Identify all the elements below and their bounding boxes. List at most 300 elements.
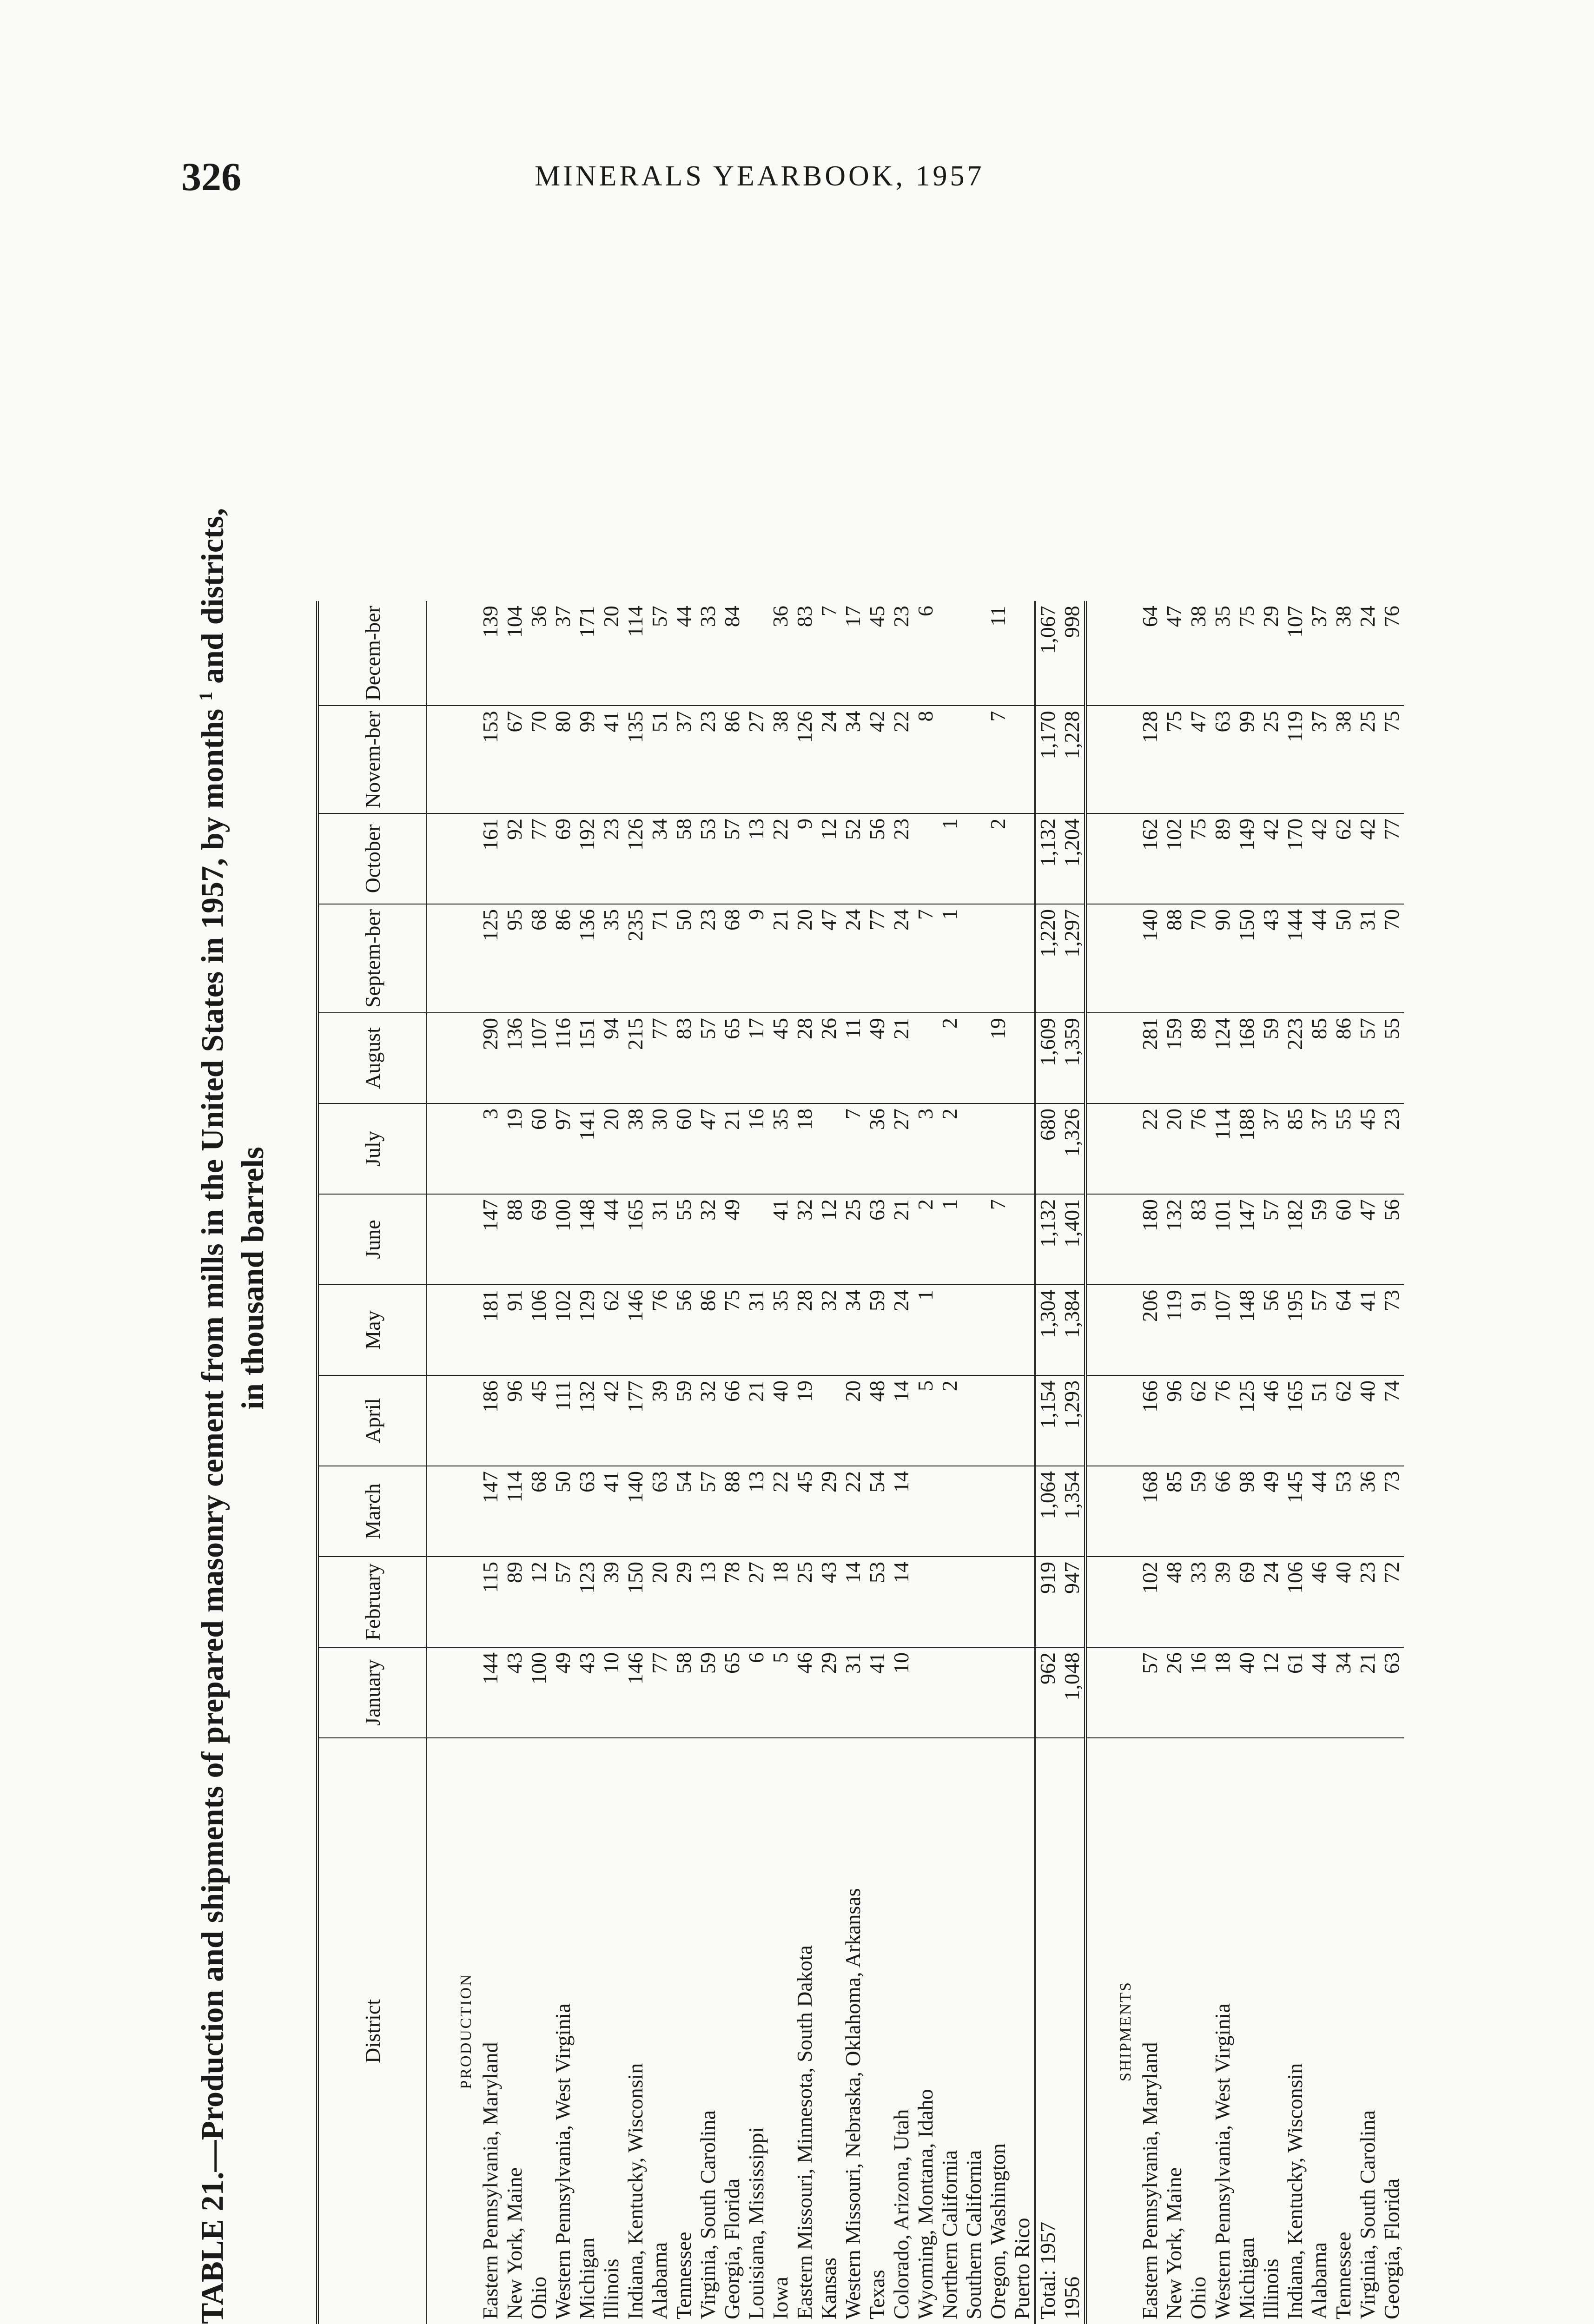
value-cell: 73 — [1380, 1466, 1404, 1557]
value-cell: 32 — [696, 1194, 720, 1285]
value-cell: 29 — [1259, 601, 1283, 706]
value-cell: 57 — [1356, 1013, 1380, 1103]
district-cell: Tennessee — [1331, 2232, 1355, 2319]
value-cell: 3 — [913, 1103, 938, 1194]
value-cell: 97 — [551, 1103, 575, 1194]
value-cell: 76 — [1380, 601, 1404, 706]
value-cell: 75 — [1380, 706, 1404, 813]
value-cell: 45 — [865, 601, 889, 706]
value-cell: 26 — [817, 1013, 841, 1103]
value-cell: 49 — [720, 1194, 744, 1285]
value-cell: 147 — [1235, 1194, 1259, 1285]
table-row — [648, 601, 672, 2324]
district-cell: Virginia, South Carolina — [1356, 2110, 1379, 2319]
value-cell: 12 — [1259, 1647, 1283, 1738]
column-header: January — [317, 1647, 427, 1738]
district-cell: Louisiana, Mississippi — [744, 2126, 768, 2319]
value-cell: 47 — [1186, 706, 1210, 813]
value-cell: 69 — [551, 813, 575, 904]
value-cell: 45 — [1356, 1103, 1380, 1194]
value-cell: 41 — [599, 1466, 623, 1557]
value-cell: 159 — [1162, 1013, 1186, 1103]
value-cell: 49 — [865, 1013, 889, 1103]
value-cell: 7 — [913, 904, 938, 1013]
value-cell: 31 — [1356, 904, 1380, 1013]
value-cell: 23 — [696, 904, 720, 1013]
column-header: June — [317, 1194, 427, 1285]
table-row — [478, 601, 503, 2324]
table-row — [1380, 601, 1404, 2324]
value-cell: 66 — [720, 1375, 744, 1466]
value-cell: 123 — [575, 1557, 599, 1647]
value-cell: 27 — [744, 706, 768, 813]
value-cell: 54 — [672, 1466, 696, 1557]
value-cell: 76 — [648, 1285, 672, 1375]
value-cell: 55 — [1380, 1013, 1404, 1103]
value-cell: 215 — [623, 1013, 648, 1103]
district-cell: Virginia, South Carolina — [696, 2110, 720, 2319]
table-row — [1331, 601, 1356, 2324]
district-cell: Total: 1957 — [1035, 1738, 1060, 2324]
table-row — [913, 601, 938, 2324]
value-cell: 129 — [575, 1285, 599, 1375]
value-cell: 56 — [672, 1285, 696, 1375]
value-cell: 62 — [1186, 1375, 1210, 1466]
value-cell: 18 — [793, 1103, 817, 1194]
table-row — [1010, 601, 1035, 2324]
value-cell: 25 — [793, 1557, 817, 1647]
empty-cell — [1085, 1103, 1138, 1194]
value-cell — [817, 1103, 841, 1194]
value-cell: 136 — [503, 1013, 527, 1103]
value-cell: 7 — [986, 1194, 1010, 1285]
table-row — [744, 601, 768, 2324]
empty-cell — [1085, 1375, 1138, 1466]
table-row — [938, 601, 962, 2324]
value-cell: 44 — [599, 1194, 623, 1285]
value-cell: 141 — [575, 1103, 599, 1194]
table-row — [1186, 601, 1210, 2324]
empty-cell — [427, 1285, 479, 1375]
value-cell — [962, 1466, 986, 1557]
value-cell — [1010, 1194, 1035, 1285]
value-cell: 45 — [527, 1375, 551, 1466]
value-cell: 100 — [527, 1647, 551, 1738]
value-cell: 34 — [841, 706, 865, 813]
value-cell: 37 — [672, 706, 696, 813]
empty-cell — [427, 601, 479, 706]
district-cell: Illinois — [599, 2258, 623, 2319]
value-cell: 2 — [986, 813, 1010, 904]
district-cell: Eastern Pennsylvania, Maryland — [478, 2042, 502, 2319]
value-cell — [938, 1647, 962, 1738]
value-cell: 40 — [768, 1375, 793, 1466]
value-cell: 1 — [938, 813, 962, 904]
value-cell: 36 — [1356, 1466, 1380, 1557]
value-cell: 68 — [527, 1466, 551, 1557]
value-cell: 25 — [1259, 706, 1283, 813]
value-cell — [962, 1375, 986, 1466]
value-cell: 1,304 — [1035, 1285, 1060, 1375]
empty-cell — [1085, 1013, 1138, 1103]
table-row — [768, 601, 793, 2324]
value-cell: 20 — [599, 1103, 623, 1194]
value-cell: 1,220 — [1035, 904, 1060, 1013]
empty-cell — [1085, 601, 1138, 706]
value-cell: 75 — [1162, 706, 1186, 813]
value-cell: 18 — [1210, 1647, 1235, 1738]
value-cell: 85 — [1162, 1466, 1186, 1557]
value-cell: 41 — [865, 1647, 889, 1738]
value-cell: 52 — [841, 813, 865, 904]
value-cell: 102 — [1162, 813, 1186, 904]
value-cell: 53 — [1331, 1466, 1356, 1557]
value-cell: 17 — [841, 601, 865, 706]
value-cell: 23 — [599, 813, 623, 904]
value-cell: 50 — [1331, 904, 1356, 1013]
value-cell: 1,132 — [1035, 1194, 1060, 1285]
value-cell — [1010, 1285, 1035, 1375]
value-cell: 61 — [1283, 1647, 1307, 1738]
value-cell: 23 — [889, 601, 913, 706]
value-cell: 119 — [1283, 706, 1307, 813]
district-cell: Iowa — [768, 2277, 792, 2319]
value-cell: 147 — [478, 1194, 503, 1285]
value-cell: 70 — [1186, 904, 1210, 1013]
empty-cell — [1085, 706, 1138, 813]
empty-cell — [427, 706, 479, 813]
value-cell — [986, 1466, 1010, 1557]
value-cell: 57 — [551, 1557, 575, 1647]
value-cell: 20 — [648, 1557, 672, 1647]
value-cell: 77 — [648, 1647, 672, 1738]
value-cell: 140 — [623, 1466, 648, 1557]
value-cell: 86 — [551, 904, 575, 1013]
column-header: Septem-ber — [317, 904, 427, 1013]
table-row — [1035, 601, 1060, 2324]
value-cell: 57 — [720, 813, 744, 904]
value-cell: 8 — [913, 706, 938, 813]
value-cell: 106 — [1283, 1557, 1307, 1647]
value-cell: 67 — [503, 706, 527, 813]
value-cell: 1,293 — [1060, 1375, 1085, 1466]
value-cell: 1,132 — [1035, 813, 1060, 904]
value-cell: 107 — [527, 1013, 551, 1103]
value-cell: 92 — [503, 813, 527, 904]
table-row — [889, 601, 913, 2324]
empty-cell — [1085, 813, 1138, 904]
value-cell: 12 — [817, 1194, 841, 1285]
empty-cell — [427, 1557, 479, 1647]
value-cell: 83 — [793, 601, 817, 706]
value-cell: 680 — [1035, 1103, 1060, 1194]
table-row — [865, 601, 889, 2324]
value-cell: 1,297 — [1060, 904, 1085, 1013]
column-header: May — [317, 1285, 427, 1375]
value-cell: 170 — [1283, 813, 1307, 904]
value-cell: 11 — [841, 1013, 865, 1103]
value-cell: 42 — [865, 706, 889, 813]
table-row — [817, 601, 841, 2324]
empty-cell — [1085, 1647, 1138, 1738]
table-row — [503, 601, 527, 2324]
value-cell: 60 — [1331, 1194, 1356, 1285]
district-cell: Tennessee — [672, 2232, 695, 2319]
caption-title-end: and districts, — [194, 508, 230, 684]
empty-cell — [427, 904, 479, 1013]
value-cell: 25 — [841, 1194, 865, 1285]
value-cell: 64 — [1138, 601, 1162, 706]
value-cell — [986, 1647, 1010, 1738]
value-cell: 21 — [889, 1013, 913, 1103]
value-cell: 69 — [527, 1194, 551, 1285]
value-cell: 55 — [672, 1194, 696, 1285]
district-cell: New York, Maine — [1162, 2167, 1186, 2319]
value-cell: 56 — [865, 813, 889, 904]
value-cell: 28 — [793, 1285, 817, 1375]
value-cell: 165 — [1283, 1375, 1307, 1466]
value-cell: 38 — [1331, 601, 1356, 706]
value-cell: 111 — [551, 1375, 575, 1466]
value-cell: 1,154 — [1035, 1375, 1060, 1466]
value-cell: 13 — [744, 813, 768, 904]
value-cell — [1010, 706, 1035, 813]
value-cell — [913, 1466, 938, 1557]
value-cell: 53 — [865, 1557, 889, 1647]
value-cell: 35 — [768, 1285, 793, 1375]
district-cell: Southern California — [962, 2150, 986, 2319]
value-cell: 107 — [1283, 601, 1307, 706]
district-cell: Ohio — [1186, 2277, 1210, 2319]
value-cell: 75 — [1186, 813, 1210, 904]
value-cell: 40 — [1331, 1557, 1356, 1647]
value-cell: 235 — [623, 904, 648, 1013]
value-cell: 45 — [768, 1013, 793, 1103]
value-cell: 35 — [1210, 601, 1235, 706]
value-cell: 6 — [744, 1647, 768, 1738]
value-cell — [938, 706, 962, 813]
value-cell: 63 — [865, 1194, 889, 1285]
section-heading-row — [427, 601, 479, 2324]
value-cell: 114 — [623, 601, 648, 706]
value-cell: 168 — [1138, 1466, 1162, 1557]
table-row — [1356, 601, 1380, 2324]
value-cell: 51 — [1307, 1375, 1331, 1466]
value-cell: 65 — [720, 1647, 744, 1738]
table-row — [962, 601, 986, 2324]
value-cell: 22 — [768, 1466, 793, 1557]
value-cell: 1 — [938, 1194, 962, 1285]
district-cell: Western Pennsylvania, West Virginia — [1210, 2003, 1234, 2319]
value-cell: 100 — [551, 1194, 575, 1285]
value-cell — [1010, 904, 1035, 1013]
table-body — [427, 601, 1404, 2324]
empty-cell — [427, 1194, 479, 1285]
value-cell: 128 — [1138, 706, 1162, 813]
value-cell: 33 — [1186, 1557, 1210, 1647]
value-cell: 22 — [768, 813, 793, 904]
value-cell: 98 — [1235, 1466, 1259, 1557]
value-cell: 34 — [648, 813, 672, 904]
value-cell: 114 — [1210, 1103, 1235, 1194]
value-cell: 89 — [1186, 1013, 1210, 1103]
table-row — [1307, 601, 1331, 2324]
value-cell: 38 — [1331, 706, 1356, 813]
value-cell: 71 — [648, 904, 672, 1013]
value-cell: 135 — [623, 706, 648, 813]
value-cell — [913, 1557, 938, 1647]
value-cell: 77 — [865, 904, 889, 1013]
district-cell: New York, Maine — [503, 2167, 526, 2319]
value-cell: 1 — [938, 904, 962, 1013]
value-cell: 24 — [841, 904, 865, 1013]
value-cell: 2 — [938, 1103, 962, 1194]
value-cell: 76 — [1186, 1103, 1210, 1194]
value-cell: 43 — [817, 1557, 841, 1647]
value-cell — [1010, 1647, 1035, 1738]
value-cell: 75 — [1235, 601, 1259, 706]
district-cell: Kansas — [817, 2258, 840, 2319]
table-caption — [186, 232, 272, 2324]
value-cell: 86 — [720, 706, 744, 813]
value-cell: 31 — [744, 1285, 768, 1375]
value-cell: 24 — [1356, 601, 1380, 706]
value-cell: 73 — [1380, 1285, 1404, 1375]
value-cell: 102 — [551, 1285, 575, 1375]
table-row — [623, 601, 648, 2324]
value-cell: 44 — [1307, 1647, 1331, 1738]
value-cell: 36 — [865, 1103, 889, 1194]
data-table — [316, 601, 1404, 2324]
district-cell: 1956 — [1060, 1738, 1085, 2324]
value-cell: 145 — [1283, 1466, 1307, 1557]
value-cell: 28 — [793, 1013, 817, 1103]
value-cell: 35 — [768, 1103, 793, 1194]
value-cell: 125 — [478, 904, 503, 1013]
value-cell — [913, 1013, 938, 1103]
value-cell: 96 — [1162, 1375, 1186, 1466]
value-cell: 1,401 — [1060, 1194, 1085, 1285]
value-cell — [744, 601, 768, 706]
value-cell: 21 — [720, 1103, 744, 1194]
value-cell: 47 — [696, 1103, 720, 1194]
value-cell: 49 — [1259, 1466, 1283, 1557]
value-cell: 7 — [986, 706, 1010, 813]
value-cell: 70 — [527, 706, 551, 813]
value-cell: 56 — [1259, 1285, 1283, 1375]
value-cell — [962, 1194, 986, 1285]
value-cell — [962, 813, 986, 904]
value-cell: 144 — [478, 1647, 503, 1738]
value-cell: 59 — [865, 1285, 889, 1375]
value-cell: 57 — [1259, 1194, 1283, 1285]
value-cell: 14 — [841, 1557, 865, 1647]
value-cell: 9 — [793, 813, 817, 904]
value-cell: 42 — [599, 1375, 623, 1466]
value-cell: 119 — [1162, 1285, 1186, 1375]
value-cell — [1010, 1375, 1035, 1466]
value-cell: 19 — [793, 1375, 817, 1466]
value-cell: 50 — [672, 904, 696, 1013]
value-cell: 55 — [1331, 1103, 1356, 1194]
empty-cell — [427, 1013, 479, 1103]
value-cell: 188 — [1235, 1103, 1259, 1194]
value-cell: 53 — [696, 813, 720, 904]
value-cell: 21 — [1356, 1647, 1380, 1738]
value-cell: 46 — [1259, 1375, 1283, 1466]
value-cell — [938, 1466, 962, 1557]
value-cell: 998 — [1060, 601, 1085, 706]
value-cell: 20 — [599, 601, 623, 706]
value-cell: 148 — [1235, 1285, 1259, 1375]
value-cell: 1,359 — [1060, 1013, 1085, 1103]
value-cell: 57 — [696, 1466, 720, 1557]
value-cell: 11 — [986, 601, 1010, 706]
value-cell: 90 — [1210, 904, 1235, 1013]
table-row — [1235, 601, 1259, 2324]
value-cell: 85 — [1283, 1103, 1307, 1194]
value-cell: 139 — [478, 601, 503, 706]
value-cell: 60 — [527, 1103, 551, 1194]
value-cell: 89 — [503, 1557, 527, 1647]
value-cell: 17 — [744, 1013, 768, 1103]
district-cell: Colorado, Arizona, Utah — [889, 2109, 913, 2319]
value-cell: 24 — [1259, 1557, 1283, 1647]
value-cell: 44 — [672, 601, 696, 706]
value-cell — [1010, 813, 1035, 904]
value-cell — [1010, 1013, 1035, 1103]
value-cell: 5 — [768, 1647, 793, 1738]
value-cell: 33 — [696, 601, 720, 706]
empty-cell — [427, 813, 479, 904]
value-cell: 62 — [1331, 1375, 1356, 1466]
value-cell — [1010, 601, 1035, 706]
value-cell: 42 — [1259, 813, 1283, 904]
value-cell — [938, 1285, 962, 1375]
value-cell: 24 — [889, 904, 913, 1013]
value-cell: 124 — [1210, 1013, 1235, 1103]
value-cell: 74 — [1380, 1375, 1404, 1466]
value-cell: 47 — [1356, 1194, 1380, 1285]
value-cell: 14 — [889, 1466, 913, 1557]
caption-title: TABLE 21.—Production and shipments of prepared masonry cement from mills in the United States in 1957, by months — [194, 708, 230, 2324]
value-cell: 77 — [1380, 813, 1404, 904]
header-row — [317, 601, 427, 2324]
value-cell: 21 — [768, 904, 793, 1013]
value-cell: 86 — [696, 1285, 720, 1375]
value-cell: 32 — [696, 1375, 720, 1466]
value-cell: 13 — [744, 1466, 768, 1557]
value-cell: 37 — [551, 601, 575, 706]
district-cell: Illinois — [1259, 2258, 1283, 2319]
table-row — [672, 601, 696, 2324]
value-cell: 24 — [817, 706, 841, 813]
empty-cell — [1085, 1466, 1138, 1557]
section-heading-row — [1085, 601, 1138, 2324]
value-cell: 6 — [913, 601, 938, 706]
value-cell: 20 — [1162, 1103, 1186, 1194]
value-cell: 57 — [1138, 1647, 1162, 1738]
value-cell: 91 — [503, 1285, 527, 1375]
district-cell: Western Missouri, Nebraska, Oklahoma, Arkansas — [841, 1888, 865, 2319]
value-cell: 59 — [696, 1647, 720, 1738]
value-cell: 77 — [648, 1013, 672, 1103]
value-cell: 38 — [768, 706, 793, 813]
value-cell: 29 — [672, 1557, 696, 1647]
value-cell: 70 — [1380, 904, 1404, 1013]
value-cell: 114 — [503, 1466, 527, 1557]
value-cell: 281 — [1138, 1013, 1162, 1103]
